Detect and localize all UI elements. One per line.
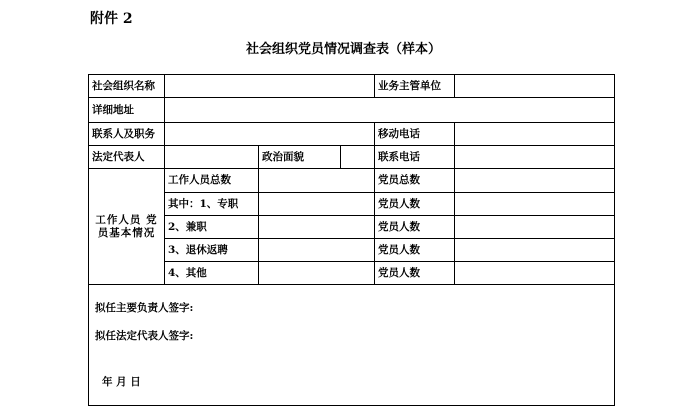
staff-row-label: 4、其他	[165, 262, 259, 285]
staff-row-label: 其中：1、专职	[165, 193, 259, 216]
member-count-field[interactable]	[455, 169, 615, 193]
signature-area[interactable]	[89, 285, 615, 406]
member-count-label: 党员人数	[375, 239, 455, 262]
member-count-label: 党员总数	[375, 169, 455, 193]
staff-group-label: 工作人员 党员基本情况	[89, 169, 165, 285]
member-count-field[interactable]	[455, 216, 615, 239]
staff-count-field[interactable]	[259, 216, 375, 239]
mobile-label: 移动电话	[375, 123, 455, 146]
address-label: 详细地址	[89, 98, 165, 123]
form-title: 社会组织党员情况调查表（样本）	[245, 42, 441, 57]
staff-count-field[interactable]	[259, 262, 375, 285]
address-field[interactable]	[165, 98, 615, 123]
political-field[interactable]	[341, 146, 375, 169]
legal-rep-field[interactable]	[165, 146, 259, 169]
member-count-label: 党员人数	[375, 262, 455, 285]
staff-count-field[interactable]	[259, 169, 375, 193]
mobile-field[interactable]	[455, 123, 615, 146]
survey-form-table	[88, 74, 615, 406]
member-count-field[interactable]	[455, 262, 615, 285]
staff-row-label: 工作人员总数	[165, 169, 259, 193]
political-label: 政治面貌	[259, 146, 341, 169]
member-count-label: 党员人数	[375, 216, 455, 239]
contact-label: 联系人及职务	[89, 123, 165, 146]
head-signature-label: 拟任主要负责人签字:	[95, 302, 194, 314]
member-count-label: 党员人数	[375, 193, 455, 216]
staff-count-field[interactable]	[259, 239, 375, 262]
member-count-field[interactable]	[455, 239, 615, 262]
staff-count-field[interactable]	[259, 193, 375, 216]
legal-rep-signature-label: 拟任法定代表人签字:	[95, 330, 194, 342]
phone-label: 联系电话	[375, 146, 455, 169]
contact-field[interactable]	[165, 123, 375, 146]
supervisor-label: 业务主管单位	[375, 75, 455, 98]
org-name-label: 社会组织名称	[89, 75, 165, 98]
date-label: 年 月 日	[102, 376, 141, 388]
legal-rep-label: 法定代表人	[89, 146, 165, 169]
staff-row-label: 3、退休返聘	[165, 239, 259, 262]
supervisor-field[interactable]	[455, 75, 615, 98]
org-name-field[interactable]	[165, 75, 375, 98]
staff-row-label: 2、兼职	[165, 216, 259, 239]
attachment-label: 附件 2	[90, 11, 133, 27]
phone-field[interactable]	[455, 146, 615, 169]
member-count-field[interactable]	[455, 193, 615, 216]
